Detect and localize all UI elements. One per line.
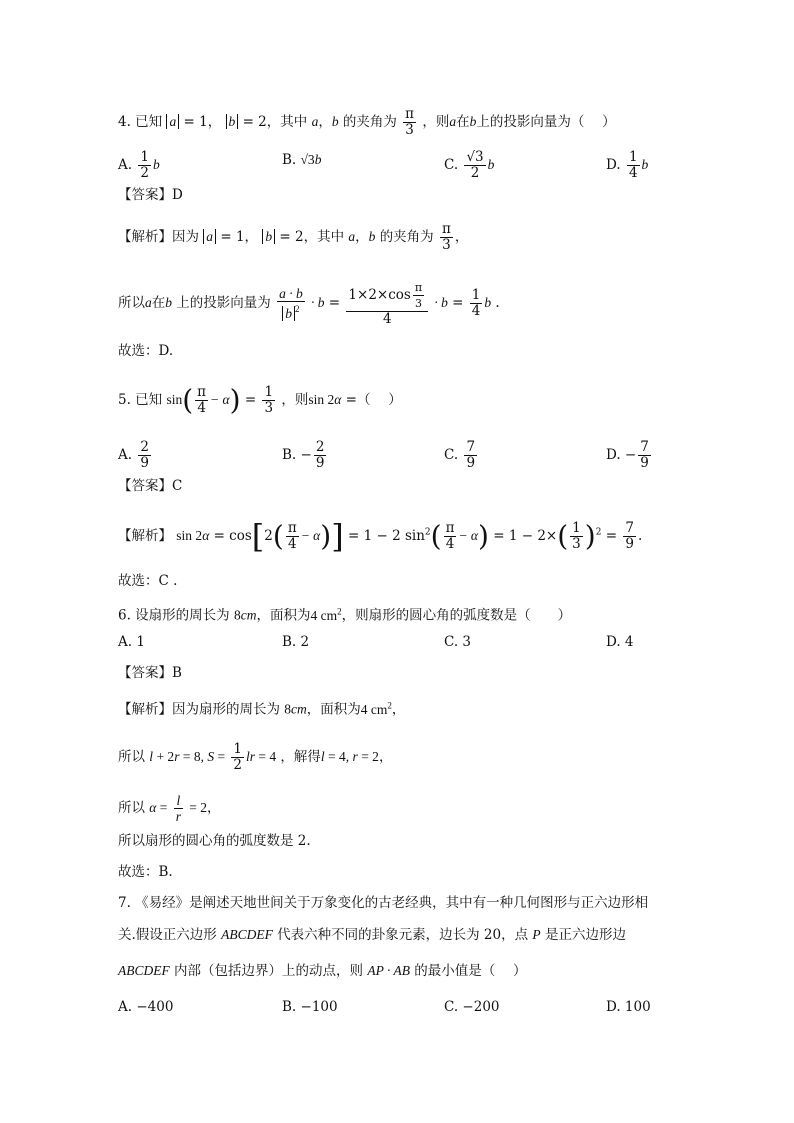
q6-answer: 【答案】B	[118, 665, 182, 681]
q4-option-d[interactable]: D. $\frac{1}{4}$ b	[606, 149, 649, 181]
q5-solution: 【解析】 sin 2α = cos[2( $\frac{\pi}{4}$ − α)] = 1 − 2 $\sin^2$( $\frac{\pi}{4}$ − α) = 1 − 2×( $\frac{1}{3}$ )$^2$ = $\frac{7}{9}$ .	[118, 517, 643, 556]
q6-solution-2: 所以 l + 2r = 8, S = $\frac{1}{2}$ lr = 4 ，解得l = 4, r = 2，	[118, 741, 393, 773]
q6-solution-4: 所以扇形的圆心角的弧度数是 2.	[118, 833, 311, 849]
q4-option-a[interactable]: A. $\frac{1}{2}$ b	[118, 149, 160, 181]
q7-option-b[interactable]: B. −100	[282, 999, 338, 1015]
q5-answer: 【答案】C	[118, 478, 183, 494]
q6-option-a[interactable]: A. 1	[118, 634, 145, 650]
q5-option-b[interactable]: B. − $\frac{2}{9}$	[282, 439, 325, 471]
q6-solution-1: 【解析】因为扇形的周长为 8cm，面积为4 $cm^2$，	[118, 700, 406, 718]
q4-solution-2: 所以a在b 上的投影向量为 $\frac{a \cdot b}{b ^2}$ · b = 1×2×cos $\frac{\pi}{3}$ 4 · b = $\frac{1}{4}$ b .	[118, 281, 500, 327]
q6-stem: 6. 设扇形的周长为 8cm，面积为4 $cm^2$，则扇形的圆心角的弧度数是（ ）	[118, 606, 572, 624]
q5-option-c[interactable]: C. $\frac{7}{9}$	[444, 439, 476, 471]
q6-solution-3: 所以 α = $\frac{l}{r}$ = 2，	[118, 793, 221, 824]
q7-option-c[interactable]: C. −200	[444, 999, 500, 1015]
q7-option-a[interactable]: A. −400	[118, 999, 174, 1015]
q5-option-d[interactable]: D. − $\frac{7}{9}$	[606, 439, 649, 471]
q6-option-c[interactable]: C. 3	[444, 634, 472, 650]
q4-option-c[interactable]: C. $\frac{√3}{2}$ b	[444, 149, 495, 181]
pi-over-3: $\frac{\pi}{3}$	[405, 106, 415, 138]
q5-option-a[interactable]: A. $\frac{2}{9}$	[118, 439, 149, 471]
q6-option-b[interactable]: B. 2	[282, 634, 310, 650]
q7-option-d[interactable]: D. 100	[606, 999, 651, 1015]
q7-stem-1: 7. 《易经》是阐述天地世间关于万象变化的古老经典，其中有一种几何图形与正六边形相	[118, 895, 649, 911]
q6-option-d[interactable]: D. 4	[606, 634, 634, 650]
q7-stem-2: 关.假设正六边形 ABCDEF 代表六种不同的卦象元素，边长为 20，点 P 是正六边形边	[118, 927, 626, 943]
q4-option-b[interactable]: B. √3b	[282, 152, 322, 168]
q5-stem: 5. 已知 sin( $\frac{\pi}{4}$ − α) = $\frac{1}{3}$ ，则sin 2α =（ ）	[118, 383, 402, 417]
q4-stem: 4. 已知 a = 1， b = 2，其中 a，b 的夹角为 $\frac{\pi}{3}$ ，则a在b上的投影向量为（ ）	[118, 106, 616, 138]
q7-stem-3: ABCDEF 内部（包括边界）上的动点，则 AP · AB 的最小值是（ ）	[118, 963, 527, 979]
q4-solution-1: 【解析】因为 a = 1， b = 2，其中 a，b 的夹角为 $\frac{\pi}{3}$ ，	[118, 221, 469, 253]
q4-conclusion: 故选：D.	[118, 343, 174, 359]
abs-a: a	[166, 114, 179, 129]
q4-answer: 【答案】D	[118, 187, 183, 203]
q5-conclusion: 故选：C .	[118, 573, 178, 589]
abs-b: b	[226, 114, 239, 129]
q6-conclusion: 故选：B.	[118, 864, 173, 880]
